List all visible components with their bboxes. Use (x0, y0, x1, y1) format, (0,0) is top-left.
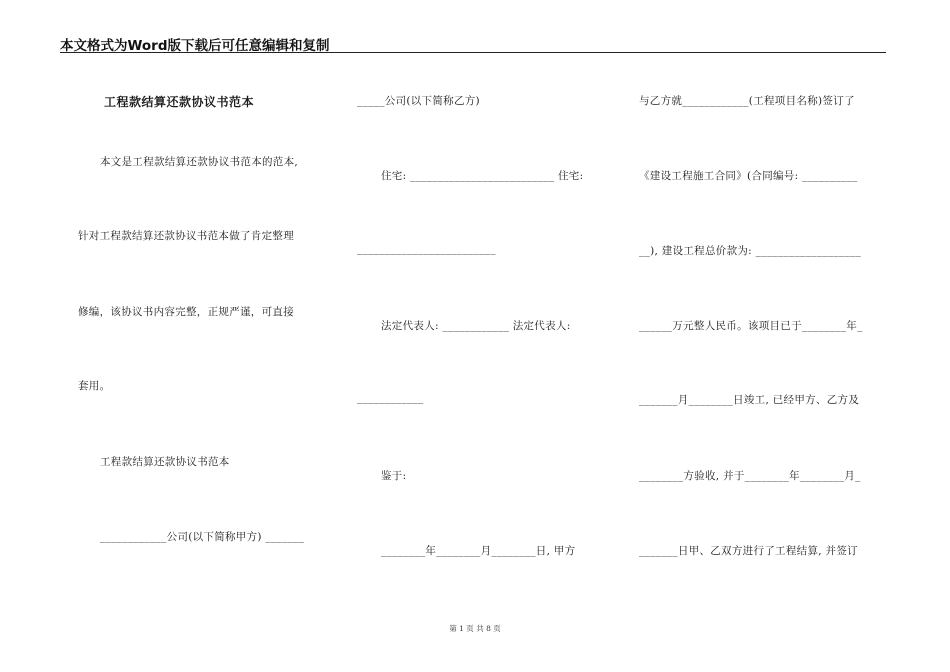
paragraph-line: ______万元整人民币。该项目已于________年_ (639, 320, 863, 332)
paragraph-line: ____________公司(以下简称甲方) _______ (100, 531, 305, 543)
paragraph-line: 修编，该协议书内容完整，正规严谨，可直接 (78, 306, 294, 318)
paragraph-line: 住宅: __________________________ 住宅: (381, 170, 584, 182)
paragraph-line: 本文是工程款结算还款协议书范本的范本, (100, 156, 299, 168)
page-footer: 第 1 页 共 8 页 (449, 624, 501, 633)
paragraph-line: 套用。 (78, 380, 111, 392)
paragraph-line: _______月________日竣工, 已经甲方、乙方及 (639, 394, 860, 406)
paragraph-line: 针对工程款结算还款协议书范本做了肯定整理 (78, 230, 294, 242)
paragraph-line: 法定代表人: ____________ 法定代表人: (381, 320, 571, 332)
paragraph-line: ________年________月________日, 甲方 (381, 545, 576, 557)
paragraph-line: ________方验收, 并于________年________月_ (639, 470, 861, 482)
paragraph-line: 鉴于: (381, 470, 407, 482)
paragraph-line: ____________ (357, 392, 424, 404)
paragraph-line: 《建设工程施工合同》(合同编号: __________ (639, 170, 858, 182)
document-title: 工程款结算还款协议书范本 (104, 95, 255, 109)
paragraph-line: _______日甲、乙双方进行了工程结算, 并签订 (639, 545, 858, 557)
paragraph-line: _________________________ (357, 243, 496, 255)
header-title: 本文格式为Word版下载后可任意编辑和复制 (60, 38, 330, 54)
header-divider (60, 52, 886, 53)
paragraph-line: __), 建设工程总价款为: ___________________ (639, 245, 862, 257)
paragraph-line: 与乙方就____________(工程项目名称)签订了 (639, 95, 855, 107)
section-heading: 工程款结算还款协议书范本 (100, 456, 230, 468)
paragraph-line: _____公司(以下简称乙方) (357, 95, 480, 107)
